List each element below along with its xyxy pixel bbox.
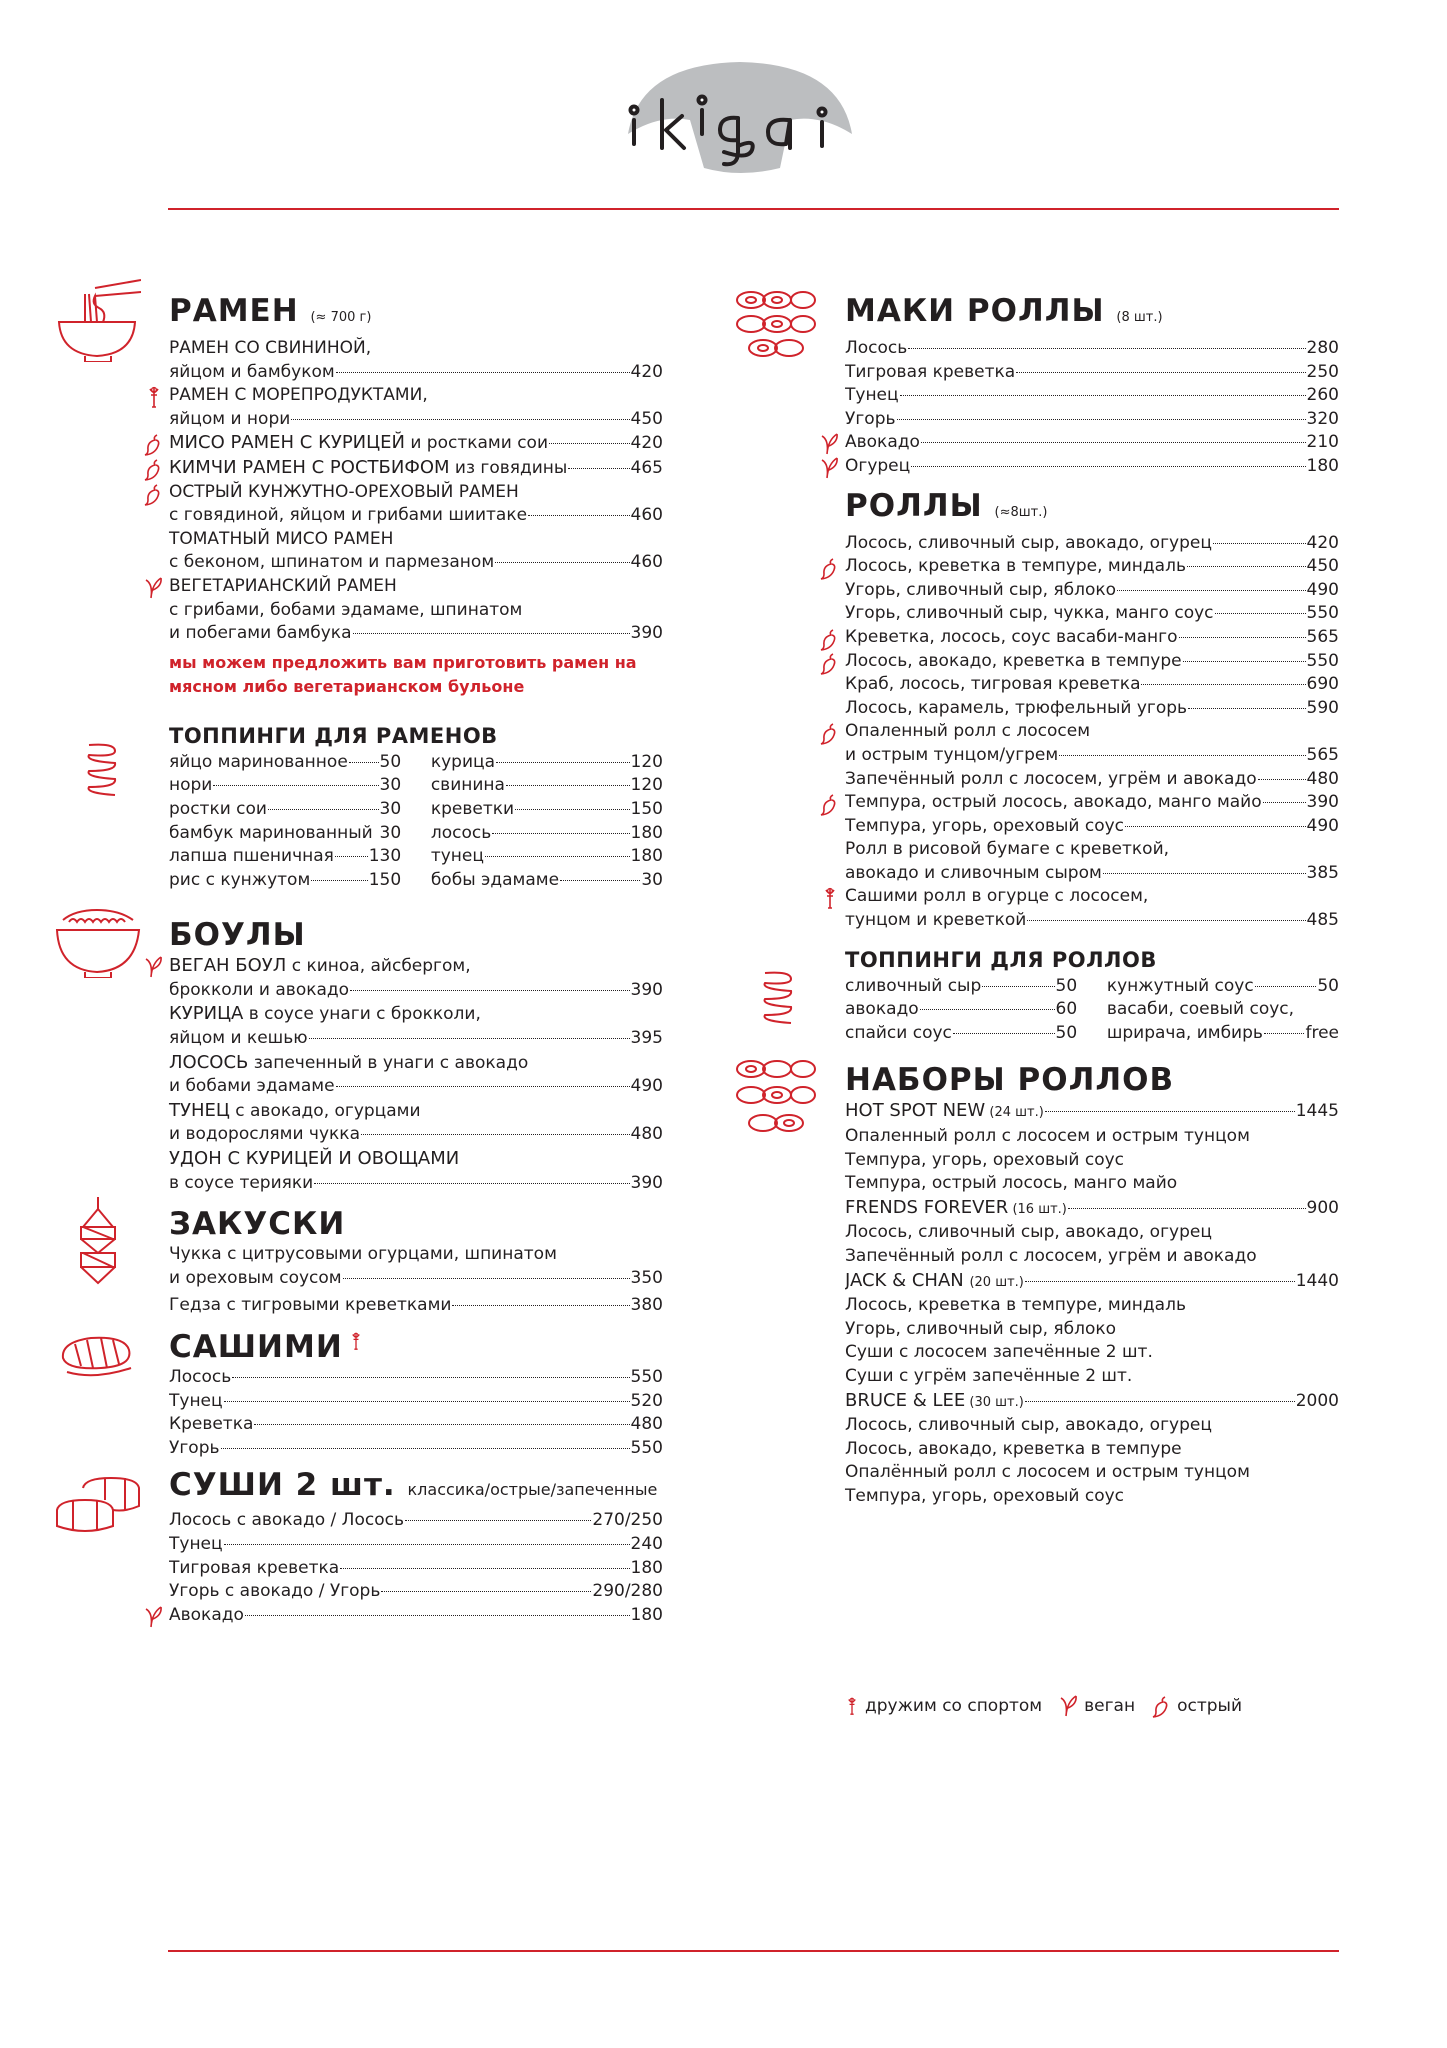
sport-icon [843, 1693, 861, 1719]
topping-row: яйцо маринованное 50 [169, 751, 402, 772]
rolls-title: РОЛЛЫ (≈8шт.) [845, 487, 1048, 524]
set-content: Суши с угрём запечённые 2 шт. [845, 1365, 1133, 1386]
sport-icon [143, 385, 165, 409]
left-column [169, 292, 663, 1627]
topping-row: бобы эдамаме 30 [430, 869, 663, 890]
menu-item-line: Лосось, сливочный сыр, авокадо, огурец 420 [845, 532, 1339, 553]
legend-vegan: веган [1084, 1696, 1136, 1716]
spicy-icon [819, 651, 841, 675]
menu-item-name: ТУНЕЦ с авокадо, огурцами [169, 1099, 421, 1121]
menu-item-line: в соусе терияки 390 [169, 1172, 663, 1193]
menu-item-line: Тигровая креветка 180 [169, 1557, 663, 1578]
menu-item-name: КУРИЦА в соусе унаги с брокколи, [169, 1003, 481, 1025]
menu-item-line: брокколи и авокадо 390 [169, 979, 663, 1000]
menu-item-name: Сашими ролл в огурце с лососем, [845, 885, 1339, 909]
menu-item-line: Угорь с авокадо / Угорь 290/280 [169, 1581, 663, 1602]
menu-item-line: и бобами эдамаме 490 [169, 1076, 663, 1097]
topping-row: нори 30 [169, 775, 402, 796]
menu-item-line: яйцом и нори 450 [169, 408, 663, 429]
roll-sets-title: НАБОРЫ РОЛЛОВ [845, 1062, 1175, 1099]
topping-row: шрирача, имбирь free [1106, 1022, 1339, 1043]
ramen-section [169, 292, 663, 699]
topping-row: кунжутный соус 50 [1106, 975, 1339, 996]
rolls-icon [731, 1057, 817, 1141]
maki-section [845, 292, 1339, 479]
sushi-title: СУШИ 2 шт. классика/острые/запеченные [169, 1467, 658, 1504]
topping-row: курица 120 [430, 751, 663, 772]
menu-item-line: Темпура, острый лосось, авокадо, манго майо 390 [845, 791, 1339, 815]
set-line: HOT SPOT NEW (24 шт.) 1445 [845, 1100, 1339, 1122]
toppings-table [169, 751, 663, 893]
menu-item-line: Угорь 320 [845, 408, 1339, 429]
snacks-title: ЗАКУСКИ [169, 1206, 346, 1243]
broth-note: мы можем предложить вам приготовить рамен на мясном либо вегетарианском бульоне [169, 652, 637, 696]
menu-item-line: Лосось 550 [169, 1367, 663, 1387]
menu-item-name: ВЕГАН БОУЛ с киноа, айсбергом, [169, 954, 663, 979]
spicy-icon [143, 457, 165, 481]
sashimi-title: САШИМИ [169, 1328, 663, 1366]
vegan-icon [819, 432, 841, 456]
menu-item-line: тунцом и креветкой 485 [845, 910, 1339, 931]
noodles-icon [731, 969, 817, 1025]
set-content: Темпура, угорь, ореховый соус [845, 1485, 1125, 1506]
menu-item-line: Гедза с тигровыми креветками 380 [169, 1295, 663, 1316]
set-line: JACK & CHAN (20 шт.) 1440 [845, 1269, 1339, 1291]
top-divider [168, 208, 1339, 210]
menu-item-line: и ореховым соусом 350 [169, 1267, 663, 1288]
legend [843, 1693, 1258, 1719]
menu-item-line: с говядиной, яйцом и грибами шиитаке 460 [169, 505, 663, 526]
set-line: BRUCE & LEE (30 шт.) 2000 [845, 1389, 1339, 1411]
vegan-icon [1058, 1693, 1080, 1719]
right-column [845, 292, 1339, 1509]
bowl-icon [55, 908, 141, 978]
menu-item-line: яйцом и кешью 395 [169, 1028, 663, 1049]
menu-item-line: Краб, лосось, тигровая креветка 690 [845, 674, 1339, 695]
menu-item-name: Опаленный ролл с лососем [845, 720, 1339, 744]
rolls-section [845, 487, 1339, 933]
vegan-icon [143, 1605, 165, 1629]
topping-row: лапша пшеничная 130 [169, 846, 402, 867]
menu-item-name: ТОМАТНЫЙ МИСО РАМЕН [169, 528, 394, 549]
snacks-section [169, 1205, 663, 1318]
sushi-icon [55, 1466, 141, 1542]
roll-sets-section [845, 1061, 1339, 1508]
set-line: FRENDS FOREVER (16 шт.) 900 [845, 1196, 1339, 1218]
menu-item-line: Угорь, сливочный сыр, чукка, манго соус 550 [845, 603, 1339, 624]
sushi-section [169, 1466, 663, 1627]
set-content: Лосось, сливочный сыр, авокадо, огурец [845, 1415, 1212, 1436]
menu-item-line: и побегами бамбука 390 [169, 623, 663, 644]
topping-row: рис с кунжутом 150 [169, 869, 402, 890]
menu-item-desc: Чукка с цитрусовыми огурцами, шпинатом [169, 1244, 557, 1265]
topping-row: авокадо 60 [845, 999, 1078, 1020]
menu-item-desc: с грибами, бобами эдамаме, шпинатом [169, 599, 523, 620]
maki-title: МАКИ РОЛЛЫ (8 шт.) [845, 293, 1163, 329]
spicy-icon [819, 556, 841, 580]
topping-row: ростки сои 30 [169, 798, 402, 819]
vegan-icon [143, 955, 165, 979]
noodles-icon [55, 741, 141, 797]
set-content: Суши с лососем запечённые 2 шт. [845, 1342, 1153, 1363]
sashimi-icon [55, 1328, 141, 1388]
menu-item-line: Тунец 260 [845, 385, 1339, 406]
set-content: Опаленный ролл с лососем и острым тунцом [845, 1126, 1250, 1147]
topping-row: тунец 180 [430, 846, 663, 867]
menu-item-line: КИМЧИ РАМЕН С РОСТБИФОМ из говядины 465 [169, 456, 663, 481]
roll-toppings-section [845, 945, 1339, 1046]
vegan-icon [143, 576, 165, 600]
set-content: Угорь, сливочный сыр, яблоко [845, 1318, 1117, 1339]
sport-icon [347, 1328, 365, 1354]
set-content: Лосось, креветка в темпуре, миндаль [845, 1295, 1186, 1316]
spicy-icon [819, 627, 841, 651]
menu-item-line: Авокадо 180 [169, 1604, 663, 1628]
topping-row: спайси соус 50 [845, 1022, 1078, 1043]
set-content: Лосось, сливочный сыр, авокадо, огурец [845, 1222, 1212, 1243]
menu-item-line: Запечённый ролл с лососем, угрём и авокадо 480 [845, 768, 1339, 789]
menu-item-line: Угорь 550 [169, 1437, 663, 1458]
topping-row: лосось 180 [430, 822, 663, 843]
toppings-table [845, 975, 1339, 1046]
set-content: Лосось, авокадо, креветка в темпуре [845, 1438, 1182, 1459]
menu-item-line: Тигровая креветка 250 [845, 361, 1339, 382]
set-content: Опалённый ролл с лососем и острым тунцом [845, 1462, 1250, 1483]
legend-sport: дружим со спортом [865, 1696, 1043, 1716]
menu-item-line: авокадо и сливочным сыром 385 [845, 862, 1339, 883]
menu-item-line: Лосось 280 [845, 338, 1339, 358]
bottom-divider [168, 1950, 1339, 1952]
set-content: Запечённый ролл с лососем, угрём и авокадо [845, 1246, 1257, 1266]
topping-row: бамбук маринованный 30 [169, 822, 402, 843]
sashimi-section [169, 1328, 663, 1460]
menu-item-line: и водорослями чукка 480 [169, 1124, 663, 1145]
menu-item-line: Лосось, авокадо, креветка в темпуре 550 [845, 650, 1339, 674]
topping-row: сливочный сыр 50 [845, 975, 1078, 996]
ramen-title: РАМЕН (≈ 700 г) [169, 293, 372, 329]
ramen-toppings-title: ТОППИНГИ ДЛЯ РАМЕНОВ [169, 723, 498, 748]
menu-item-line: Угорь, сливочный сыр, яблоко 490 [845, 579, 1339, 600]
menu-item-line: и острым тунцом/угрем 565 [845, 744, 1339, 765]
menu-item-line: Лосось, карамель, трюфельный угорь 590 [845, 697, 1339, 718]
menu-item-name: РАМЕН СО СВИНИНОЙ, [169, 338, 372, 358]
set-content: Темпура, острый лосось, манго майо [845, 1173, 1178, 1194]
menu-item-line: Тунец 240 [169, 1533, 663, 1554]
menu-item-name: ЛОСОСЬ запеченный в унаги с авокадо [169, 1051, 529, 1073]
spicy-icon [819, 792, 841, 816]
menu-item-line: Креветка 480 [169, 1414, 663, 1435]
menu-item-line: Креветка, лосось, соус васаби-манго 565 [845, 626, 1339, 650]
legend-spicy: острый [1177, 1696, 1243, 1716]
menu-item-line: Тунец 520 [169, 1390, 663, 1411]
menu-item-line: Авокадо 210 [845, 431, 1339, 455]
spicy-icon [1151, 1693, 1173, 1719]
ramen-bowl-icon [55, 278, 141, 362]
topping-row: креветки 150 [430, 798, 663, 819]
menu-item-line: Лосось с авокадо / Лосось 270/250 [169, 1510, 663, 1531]
topping-row: васаби, соевый соус, [1106, 999, 1295, 1020]
menu-item-line: Темпура, угорь, ореховый соус 490 [845, 815, 1339, 836]
menu-item-line: МИСО РАМЕН С КУРИЦЕЙ и ростками сои 420 [169, 431, 663, 456]
menu-item-name: Ролл в рисовой бумаге с креветкой, [845, 839, 1170, 860]
bowls-section [169, 916, 663, 1195]
menu-item-line: Лосось, креветка в темпуре, миндаль 450 [845, 555, 1339, 579]
set-content: Темпура, угорь, ореховый соус [845, 1149, 1125, 1170]
menu-item-name: РАМЕН С МОРЕПРОДУКТАМИ, [169, 384, 663, 408]
rolls-icon [731, 288, 817, 362]
spicy-icon [143, 482, 165, 506]
menu-item-name: ОСТРЫЙ КУНЖУТНО-ОРЕХОВЫЙ РАМЕН [169, 481, 663, 505]
vegan-icon [819, 456, 841, 480]
roll-toppings-title: ТОППИНГИ ДЛЯ РОЛЛОВ [845, 947, 1157, 972]
menu-item-line: с беконом, шпинатом и пармезаном 460 [169, 552, 663, 573]
sport-icon [819, 886, 841, 910]
menu-item-name: ВЕГЕТАРИАНСКИЙ РАМЕН [169, 575, 663, 599]
ikigai-logo [620, 56, 860, 176]
menu-item-line: Огурец 180 [845, 455, 1339, 479]
lantern-icon [55, 1197, 141, 1287]
bowls-title: БОУЛЫ [169, 917, 306, 954]
ramen-toppings-section [169, 721, 663, 893]
menu-item-line: яйцом и бамбуком 420 [169, 361, 663, 382]
spicy-icon [819, 721, 841, 745]
spicy-icon [143, 432, 165, 456]
menu-item-name: УДОН С КУРИЦЕЙ И ОВОЩАМИ [169, 1148, 460, 1170]
topping-row: свинина 120 [430, 775, 663, 796]
